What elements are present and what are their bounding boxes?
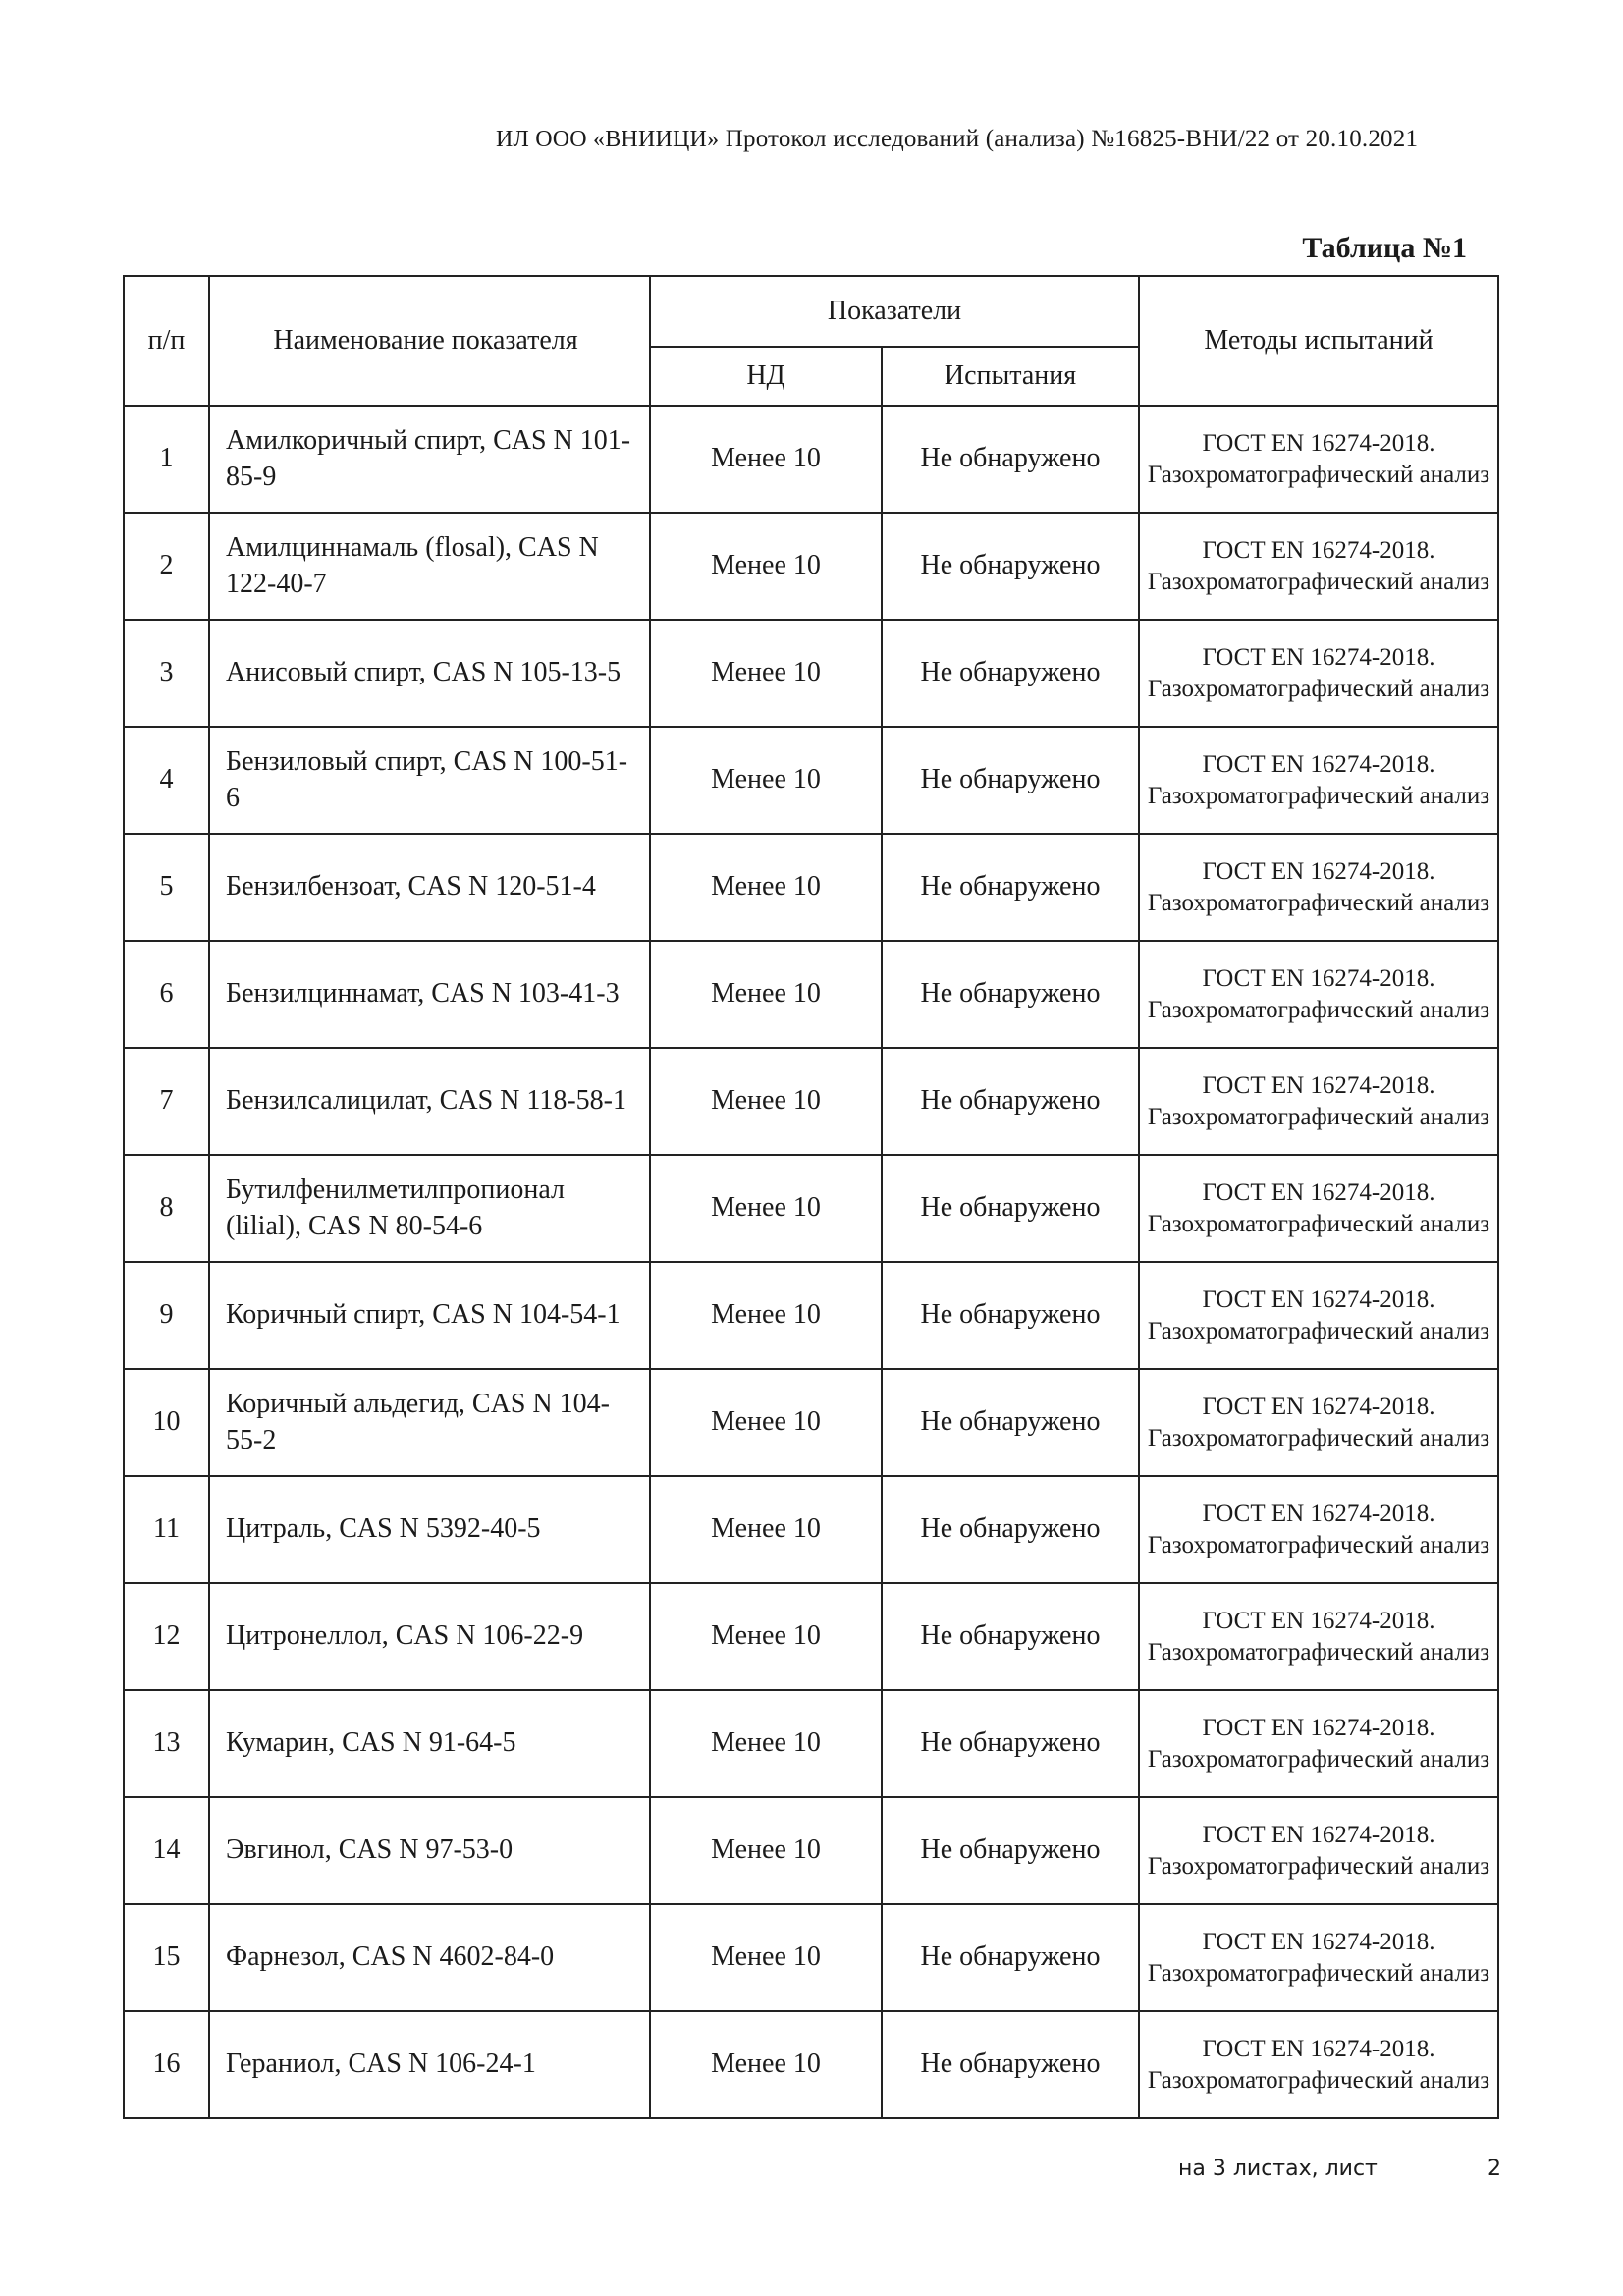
- indicator-name: Бензиловый спирт, CAS N 100-51-6: [209, 727, 650, 834]
- test-result: Не обнаружено: [882, 834, 1139, 941]
- indicator-name: Эвгинол, CAS N 97-53-0: [209, 1797, 650, 1904]
- test-method: ГОСТ EN 16274-2018. Газохроматографический анализ: [1139, 1583, 1498, 1690]
- test-method: ГОСТ EN 16274-2018. Газохроматографический анализ: [1139, 1690, 1498, 1797]
- nd-value: Менее 10: [650, 727, 882, 834]
- test-result: Не обнаружено: [882, 1262, 1139, 1369]
- test-method: ГОСТ EN 16274-2018. Газохроматографический анализ: [1139, 1904, 1498, 2011]
- test-result: Не обнаружено: [882, 1690, 1139, 1797]
- test-method: ГОСТ EN 16274-2018. Газохроматографический анализ: [1139, 2011, 1498, 2118]
- row-number: 1: [124, 406, 209, 513]
- row-number: 6: [124, 941, 209, 1048]
- indicator-name: Гераниол, CAS N 106-24-1: [209, 2011, 650, 2118]
- indicator-name: Кумарин, CAS N 91-64-5: [209, 1690, 650, 1797]
- nd-value: Менее 10: [650, 406, 882, 513]
- test-result: Не обнаружено: [882, 1904, 1139, 2011]
- test-result: Не обнаружено: [882, 1583, 1139, 1690]
- nd-value: Менее 10: [650, 834, 882, 941]
- nd-value: Менее 10: [650, 620, 882, 727]
- table-row: [124, 941, 1498, 1048]
- test-method: ГОСТ EN 16274-2018. Газохроматографический анализ: [1139, 1155, 1498, 1262]
- table-row: [124, 1369, 1498, 1476]
- table-row: [124, 834, 1498, 941]
- row-number: 9: [124, 1262, 209, 1369]
- table-row: [124, 727, 1498, 834]
- table-header-row: [124, 276, 1498, 347]
- test-result: Не обнаружено: [882, 941, 1139, 1048]
- nd-value: Менее 10: [650, 1048, 882, 1155]
- test-result: Не обнаружено: [882, 620, 1139, 727]
- column-header-name: Наименование показателя: [209, 276, 650, 406]
- test-method: ГОСТ EN 16274-2018. Газохроматографический анализ: [1139, 1476, 1498, 1583]
- nd-value: Менее 10: [650, 513, 882, 620]
- row-number: 10: [124, 1369, 209, 1476]
- table-row: [124, 1797, 1498, 1904]
- table-row: [124, 1155, 1498, 1262]
- nd-value: Менее 10: [650, 1904, 882, 2011]
- table-row: [124, 513, 1498, 620]
- test-result: Не обнаружено: [882, 1797, 1139, 1904]
- row-number: 12: [124, 1583, 209, 1690]
- table-row: [124, 1476, 1498, 1583]
- test-method: ГОСТ EN 16274-2018. Газохроматографический анализ: [1139, 620, 1498, 727]
- indicator-name: Бензилсалицилат, CAS N 118-58-1: [209, 1048, 650, 1155]
- row-number: 13: [124, 1690, 209, 1797]
- column-header-num: п/п: [124, 276, 209, 406]
- nd-value: Менее 10: [650, 1476, 882, 1583]
- results-table: [123, 275, 1499, 2119]
- table-row: [124, 1262, 1498, 1369]
- test-result: Не обнаружено: [882, 1155, 1139, 1262]
- test-result: Не обнаружено: [882, 1476, 1139, 1583]
- test-result: Не обнаружено: [882, 2011, 1139, 2118]
- test-method: ГОСТ EN 16274-2018. Газохроматографический анализ: [1139, 727, 1498, 834]
- row-number: 4: [124, 727, 209, 834]
- indicator-name: Цитраль, CAS N 5392-40-5: [209, 1476, 650, 1583]
- test-method: ГОСТ EN 16274-2018. Газохроматографический анализ: [1139, 1797, 1498, 1904]
- page-header: [496, 126, 1507, 153]
- column-header-method: Методы испытаний: [1139, 276, 1498, 406]
- nd-value: Менее 10: [650, 1369, 882, 1476]
- indicator-name: Бензилбензоат, CAS N 120-51-4: [209, 834, 650, 941]
- row-number: 8: [124, 1155, 209, 1262]
- nd-value: Менее 10: [650, 1155, 882, 1262]
- row-number: 3: [124, 620, 209, 727]
- table-row: [124, 406, 1498, 513]
- row-number: 11: [124, 1476, 209, 1583]
- table-row: [124, 1690, 1498, 1797]
- indicator-name: Анисовый спирт, CAS N 105-13-5: [209, 620, 650, 727]
- table-caption: Таблица №1: [1302, 232, 1467, 264]
- indicator-name: Коричный альдегид, CAS N 104-55-2: [209, 1369, 650, 1476]
- table-row: [124, 1583, 1498, 1690]
- table-row: [124, 620, 1498, 727]
- row-number: 7: [124, 1048, 209, 1155]
- row-number: 2: [124, 513, 209, 620]
- row-number: 16: [124, 2011, 209, 2118]
- test-method: ГОСТ EN 16274-2018. Газохроматографический анализ: [1139, 1048, 1498, 1155]
- row-number: 14: [124, 1797, 209, 1904]
- page-footer: [1178, 2157, 1512, 2181]
- table-row: [124, 2011, 1498, 2118]
- row-number: 5: [124, 834, 209, 941]
- test-method: ГОСТ EN 16274-2018. Газохроматографический анализ: [1139, 406, 1498, 513]
- nd-value: Менее 10: [650, 1583, 882, 1690]
- indicator-name: Цитронеллол, CAS N 106-22-9: [209, 1583, 650, 1690]
- column-header-test: Испытания: [882, 347, 1139, 406]
- column-header-indicators: Показатели: [650, 276, 1139, 347]
- nd-value: Менее 10: [650, 1262, 882, 1369]
- test-method: ГОСТ EN 16274-2018. Газохроматографический анализ: [1139, 1262, 1498, 1369]
- indicator-name: Амилциннамаль (flosal), CAS N 122-40-7: [209, 513, 650, 620]
- table-row: [124, 1048, 1498, 1155]
- table-body: [124, 406, 1498, 2118]
- indicator-name: Амилкоричный спирт, CAS N 101-85-9: [209, 406, 650, 513]
- protocol-reference: Протокол исследований (анализа) №16825-ВНИ/22 от 20.10.2021: [725, 126, 1419, 152]
- column-header-nd: НД: [650, 347, 882, 406]
- row-number: 15: [124, 1904, 209, 2011]
- nd-value: Менее 10: [650, 941, 882, 1048]
- test-result: Не обнаружено: [882, 513, 1139, 620]
- nd-value: Менее 10: [650, 1690, 882, 1797]
- sheets-count-text: на 3 листах, лист: [1178, 2157, 1378, 2181]
- page-number: 2: [1488, 2157, 1501, 2181]
- indicator-name: Бензилциннамат, CAS N 103-41-3: [209, 941, 650, 1048]
- table-row: [124, 1904, 1498, 2011]
- test-result: Не обнаружено: [882, 406, 1139, 513]
- test-result: Не обнаружено: [882, 1369, 1139, 1476]
- lab-name: ИЛ ООО «ВНИИЦИ»: [496, 127, 720, 152]
- test-method: ГОСТ EN 16274-2018. Газохроматографический анализ: [1139, 941, 1498, 1048]
- test-result: Не обнаружено: [882, 1048, 1139, 1155]
- test-method: ГОСТ EN 16274-2018. Газохроматографический анализ: [1139, 1369, 1498, 1476]
- indicator-name: Фарнезол, CAS N 4602-84-0: [209, 1904, 650, 2011]
- nd-value: Менее 10: [650, 1797, 882, 1904]
- test-method: ГОСТ EN 16274-2018. Газохроматографический анализ: [1139, 834, 1498, 941]
- test-result: Не обнаружено: [882, 727, 1139, 834]
- nd-value: Менее 10: [650, 2011, 882, 2118]
- indicator-name: Коричный спирт, CAS N 104-54-1: [209, 1262, 650, 1369]
- indicator-name: Бутилфенилметилпропионал (lilial), CAS N 80-54-6: [209, 1155, 650, 1262]
- test-method: ГОСТ EN 16274-2018. Газохроматографический анализ: [1139, 513, 1498, 620]
